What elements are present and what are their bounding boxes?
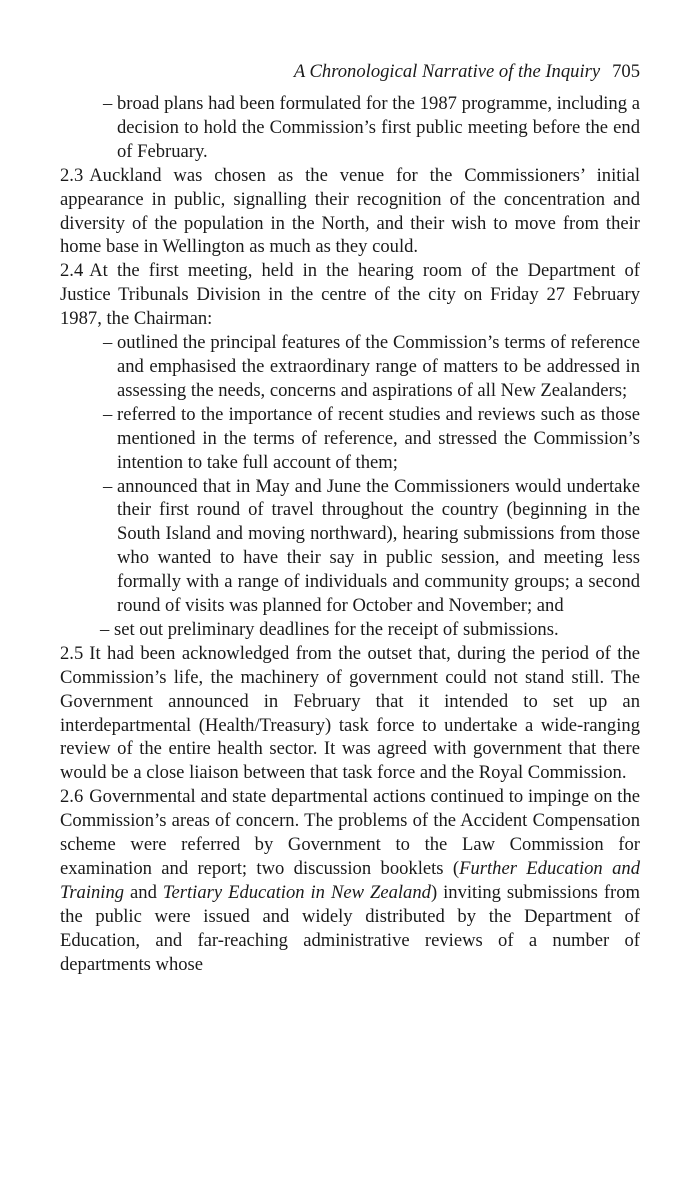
paragraph-number: 2.4 <box>60 260 84 282</box>
running-head-title: A Chronological Narrative of the Inquiry <box>293 61 601 82</box>
paragraph-text: Auckland was chosen as the venue for the Commissioners’ initial appearance in public, signalling their recognition of the concentration and diversity of the population in the North, and their wish to move from their home base in Wellington as much as they could. <box>60 164 640 258</box>
dash-bullet: – <box>103 93 113 114</box>
paragraph-text-c: ) inviting submissions from the public were issued and widely distributed by the Department of Education, and far-reaching administrative reviews of a number of departments whose <box>60 881 640 975</box>
paragraph-2-3 <box>60 164 640 260</box>
paragraph-2-6 <box>60 785 640 976</box>
paragraph-number: 2.3 <box>60 164 84 186</box>
list-item <box>103 403 640 475</box>
list-item <box>103 475 640 618</box>
dash-bullet: – <box>103 403 113 425</box>
paragraph-number: 2.6 <box>60 786 84 808</box>
paragraph-2-5 <box>60 642 640 785</box>
list-item <box>103 331 640 403</box>
running-head <box>60 58 640 86</box>
paragraph-2-4 <box>60 259 640 331</box>
list-item <box>103 92 640 164</box>
list-item-text: announced that in May and June the Commissioners would undertake their first round of travel throughout the country (beginning in the South Island and moving northward), hearing submissions from those who wanted to have their say in public session, and meeting less formally with a range of individuals and community groups; a second round of visits was planned for October and November; and <box>117 475 640 617</box>
list-item-text: referred to the importance of recent studies and reviews such as those mentioned in the terms of reference, and stressed the Commission’s intention to take full account of them; <box>117 403 640 473</box>
dash-bullet: – <box>100 618 110 640</box>
booklet-title-1: Further Education and Training <box>60 858 640 903</box>
list-item <box>100 618 640 642</box>
page-number: 705 <box>612 61 640 82</box>
opening-list <box>60 92 640 164</box>
document-page <box>60 58 640 977</box>
paragraph-text-b: and <box>124 881 163 903</box>
paragraph-text: It had been acknowledged from the outset that, during the period of the Commission’s life, the machinery of government could not stand still. The Government announced in February that it intended to set up an interdepartmental (Health/Treasury) task force to undertake a wide-ranging review of the entire health sector. It was agreed with government that there would be a close liaison between that task force and the Royal Commission. <box>60 642 640 784</box>
paragraph-number: 2.5 <box>60 642 84 664</box>
booklet-title-2: Tertiary Education in New Zealand <box>162 881 431 903</box>
dash-bullet: – <box>103 332 113 354</box>
paragraph-text-a: Governmental and state departmental actions continued to impinge on the Commission’s areas of concern. The problems of the Accident Compensation scheme were referred by Government to the Law Commission for examination and report; two discussion booklets ( <box>60 786 640 879</box>
list-item-text: broad plans had been formulated for the 1987 programme, including a decision to hold the Commission’s first public meeting before the end of February. <box>117 93 640 162</box>
list-item-text: outlined the principal features of the Commission’s terms of reference and emphasised the extraordinary range of matters to be addressed in assessing the needs, concerns and aspirations of all New Zealanders; <box>117 332 640 401</box>
chairman-actions-list <box>60 331 640 642</box>
dash-bullet: – <box>103 475 113 497</box>
paragraph-text: At the first meeting, held in the hearing room of the Department of Justice Tribunals Division in the centre of the city on Friday 27 February 1987, the Chairman: <box>60 260 640 330</box>
list-item-text: set out preliminary deadlines for the receipt of submissions. <box>114 618 559 640</box>
